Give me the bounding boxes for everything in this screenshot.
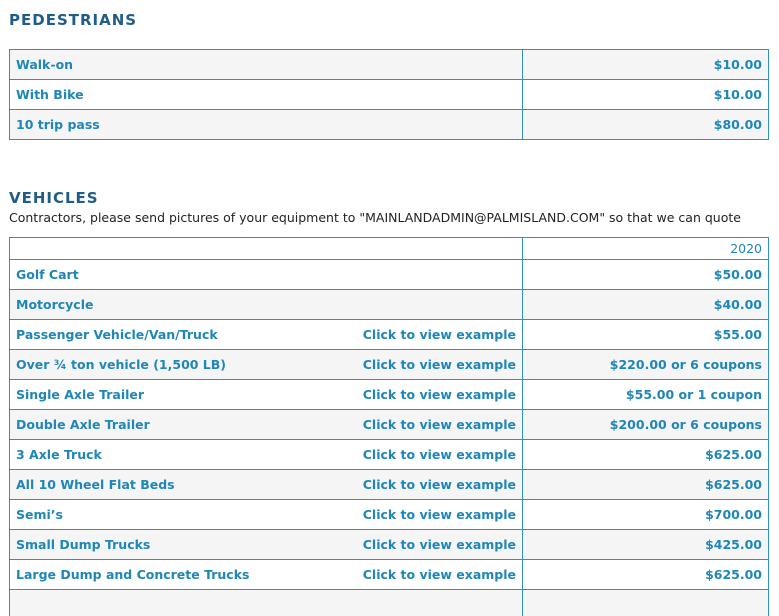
row-price: $40.00 [523, 290, 769, 320]
row-label-cell [10, 530, 523, 560]
row-label: With Bike [10, 80, 523, 110]
year-header: 2020 [523, 238, 769, 260]
row-price: $10.00 [523, 80, 769, 110]
row-price: $10.00 [523, 50, 769, 80]
row-label: 10 trip pass [10, 110, 523, 140]
row-price: $625.00 [523, 440, 769, 470]
table-row [10, 260, 769, 290]
row-label-cell [10, 470, 523, 500]
row-label: All 10 Wheel Flat Beds [16, 477, 175, 492]
view-example-link[interactable]: Click to view example [362, 327, 516, 342]
row-label: Passenger Vehicle/Van/Truck [16, 327, 218, 342]
row-price: $50.00 [523, 260, 769, 290]
table-row [10, 350, 769, 380]
contractor-note: Contractors, please send pictures of your equipment to "MAINLANDADMIN@PALMISLAND.COM" so that we can quote [9, 210, 741, 225]
table-row [10, 110, 769, 140]
view-example-link[interactable]: Click to view example [362, 537, 516, 552]
table-row [10, 530, 769, 560]
row-label-cell [10, 260, 523, 290]
row-label-cell [10, 440, 523, 470]
view-example-link[interactable]: Click to view example [362, 477, 516, 492]
table-row [10, 410, 769, 440]
vehicles-heading: VEHICLES [9, 189, 99, 207]
row-price [523, 590, 769, 616]
row-label: Small Dump Trucks [16, 537, 151, 552]
row-label: Large Dump and Concrete Trucks [16, 567, 250, 582]
year-header-row [10, 238, 769, 260]
row-price: $55.00 [523, 320, 769, 350]
row-label: 3 Axle Truck [16, 447, 102, 462]
row-label: Single Axle Trailer [16, 387, 145, 402]
table-row [10, 500, 769, 530]
row-label: Motorcycle [16, 297, 94, 312]
row-label-cell [10, 350, 523, 380]
row-label: Semi’s [16, 507, 63, 522]
year-header-blank [10, 238, 523, 260]
table-row [10, 590, 769, 616]
view-example-link[interactable]: Click to view example [362, 567, 516, 582]
row-price: $200.00 or 6 coupons [523, 410, 769, 440]
row-price: $80.00 [523, 110, 769, 140]
row-label: Walk-on [10, 50, 523, 80]
table-row [10, 470, 769, 500]
table-row [10, 320, 769, 350]
table-row [10, 290, 769, 320]
row-label-cell [10, 560, 523, 590]
row-price: $425.00 [523, 530, 769, 560]
pedestrians-heading: PEDESTRIANS [9, 11, 138, 29]
table-row [10, 50, 769, 80]
view-example-link[interactable]: Click to view example [362, 507, 516, 522]
row-price: $55.00 or 1 coupon [523, 380, 769, 410]
row-label-cell [10, 380, 523, 410]
view-example-link[interactable]: Click to view example [362, 357, 516, 372]
row-price: $220.00 or 6 coupons [523, 350, 769, 380]
table-row [10, 440, 769, 470]
row-label: Double Axle Trailer [16, 417, 150, 432]
table-row [10, 80, 769, 110]
row-label-cell [10, 590, 523, 616]
table-row [10, 380, 769, 410]
table-row [10, 560, 769, 590]
row-label-cell [10, 320, 523, 350]
row-price: $625.00 [523, 470, 769, 500]
row-price: $625.00 [523, 560, 769, 590]
row-label-cell [10, 290, 523, 320]
row-label: Over ¾ ton vehicle (1,500 LB) [16, 357, 227, 372]
view-example-link[interactable]: Click to view example [362, 447, 516, 462]
view-example-link[interactable]: Click to view example [362, 417, 516, 432]
view-example-link[interactable]: Click to view example [362, 387, 516, 402]
row-label-cell [10, 410, 523, 440]
row-label-cell [10, 500, 523, 530]
vehicle-rates-table [9, 237, 769, 616]
row-price: $700.00 [523, 500, 769, 530]
pedestrian-rates-table [9, 49, 769, 140]
row-label: Golf Cart [16, 267, 79, 282]
